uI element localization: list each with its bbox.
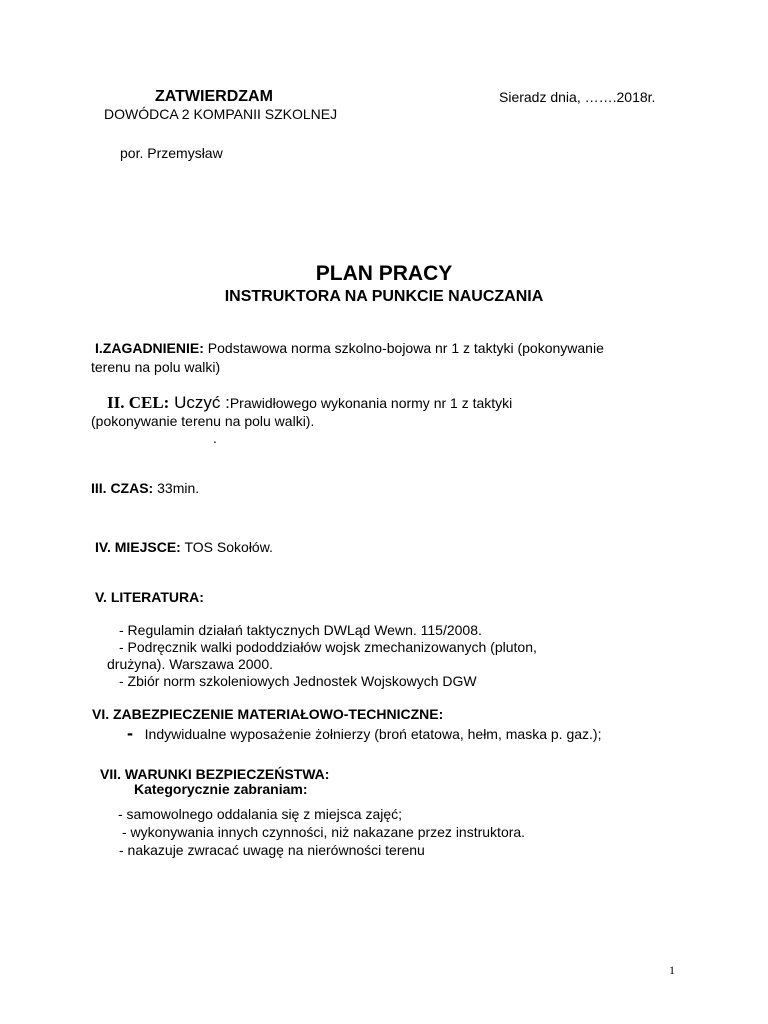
safety-item: - wykonywania innych czynności, niż nakazane przez instruktora.: [122, 824, 526, 840]
section-goal: [107, 393, 512, 413]
approval-heading: ZATWIERDZAM: [155, 88, 273, 105]
literature-item-continued: drużyna). Warszawa 2000.: [107, 656, 273, 672]
place-date: Sieradz dnia, …….2018r.: [499, 89, 656, 105]
safety-label: VII. WARUNKI BEZPIECZEŃSTWA:: [100, 766, 330, 782]
goal-text-line1: Prawidłowego wykonania normy nr 1 z taktyki: [229, 395, 513, 411]
goal-text-line2: (pokonywanie terenu na polu walki).: [91, 413, 315, 429]
safety-item: - nakazuje zwracać uwagę na nierówności terenu: [119, 842, 425, 858]
materials-dash: -: [127, 723, 133, 743]
place-value: TOS Sokołów.: [180, 539, 273, 555]
topic-text-line2: terenu na polu walki): [91, 359, 221, 375]
goal-label: II. CEL:: [107, 393, 170, 412]
commander-title: DOWÓDCA 2 KOMPANII SZKOLNEJ: [104, 106, 338, 122]
literature-item: - Podręcznik walki pododdziałów wojsk zmechanizowanych (pluton,: [119, 639, 537, 655]
materials-item-text: Indywidualne wyposażenie żołnierzy (broń etatowa, hełm, maska p. gaz.);: [144, 726, 602, 742]
goal-dot: .: [213, 430, 217, 446]
topic-text-line1: Podstawowa norma szkolno-bojowa nr 1 z taktyki (pokonywanie: [203, 340, 604, 356]
materials-label: VI. ZABEZPIECZENIE MATERIAŁOWO-TECHNICZNE:: [92, 706, 444, 722]
document-title: PLAN PRACY: [315, 262, 453, 285]
safety-item: - samowolnego oddalania się z miejsca zajęć;: [118, 806, 403, 822]
literature-item: - Zbiór norm szkoleniowych Jednostek Wojskowych DGW: [119, 673, 477, 689]
officer-name: por. Przemysław: [120, 145, 223, 161]
section-place: [95, 539, 273, 556]
section-time: [91, 480, 199, 497]
goal-verb: Uczyć :: [169, 393, 230, 412]
materials-item: [127, 723, 601, 745]
time-value: 33min.: [153, 480, 200, 496]
time-label: III. CZAS:: [91, 480, 154, 496]
literature-label: V. LITERATURA:: [95, 589, 204, 605]
page-number: 1: [669, 963, 675, 977]
topic-label: I.ZAGADNIENIE:: [95, 340, 204, 356]
document-subtitle: INSTRUKTORA NA PUNKCIE NAUCZANIA: [224, 288, 544, 305]
place-label: IV. MIEJSCE:: [95, 539, 181, 555]
safety-sublabel: Kategorycznie zabraniam:: [134, 781, 308, 797]
section-topic: [95, 340, 604, 357]
literature-item: - Regulamin działań taktycznych DWLąd Wewn. 115/2008.: [119, 622, 482, 638]
